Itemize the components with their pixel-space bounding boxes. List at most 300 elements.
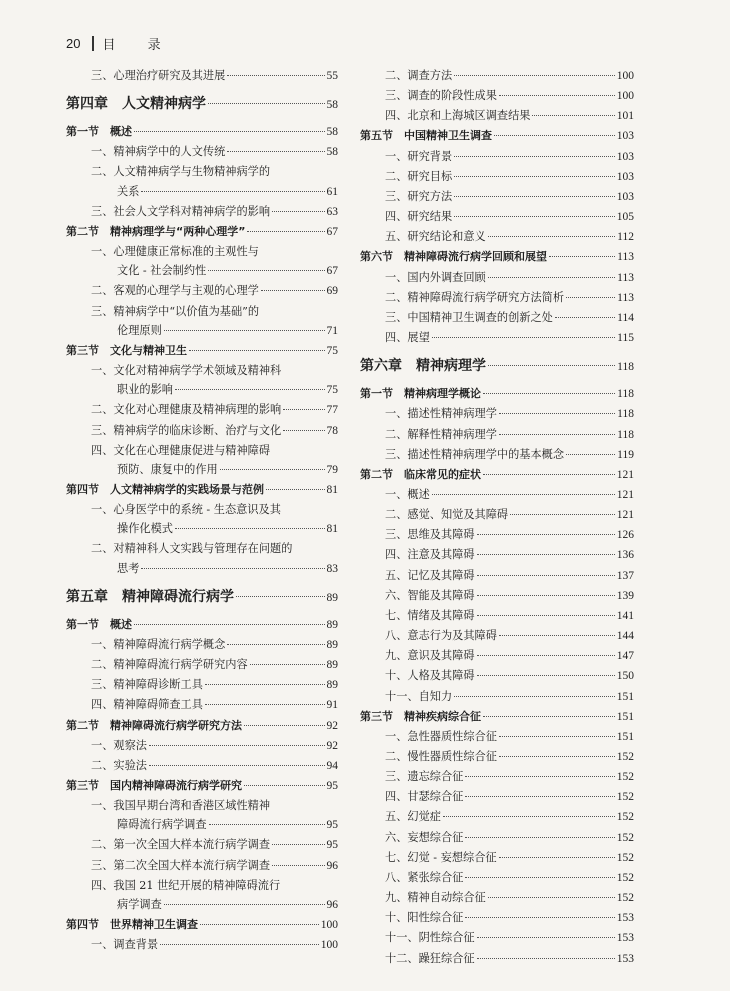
toc-page-number: 121 bbox=[616, 488, 634, 501]
toc-page-number: 81 bbox=[326, 483, 338, 496]
subsection-entry[interactable] bbox=[360, 646, 634, 666]
subsection-entry-continuation[interactable] bbox=[66, 460, 338, 480]
dot-leader bbox=[208, 103, 325, 104]
section-entry[interactable] bbox=[66, 480, 338, 500]
toc-entry-title: 第四章 人文精神病学 bbox=[66, 96, 206, 113]
toc-page-number: 103 bbox=[616, 130, 634, 143]
section-entry[interactable] bbox=[66, 776, 338, 796]
dot-leader bbox=[149, 745, 325, 746]
toc-entry-title: 四、北京和上海城区调查结果 bbox=[385, 109, 531, 123]
toc-page-number: 105 bbox=[616, 211, 634, 224]
toc-page-number: 118 bbox=[617, 428, 634, 441]
dot-leader bbox=[175, 528, 325, 529]
subsection-entry[interactable] bbox=[360, 288, 634, 308]
toc-page-number: 100 bbox=[616, 90, 634, 103]
subsection-entry[interactable] bbox=[360, 747, 634, 767]
subsection-entry[interactable] bbox=[360, 828, 634, 848]
toc-right-column bbox=[360, 66, 634, 969]
dot-leader bbox=[555, 317, 615, 318]
toc-page-number: 153 bbox=[616, 912, 634, 925]
subsection-entry[interactable] bbox=[360, 106, 634, 126]
toc-entry-title: 二、解释性精神病理学 bbox=[385, 427, 497, 441]
toc-entry-title: 十二、躁狂综合征 bbox=[385, 951, 475, 965]
toc-entry-title: 一、观察法 bbox=[91, 738, 147, 752]
toc-entry-title: 文化 - 社会制约性 bbox=[117, 264, 207, 278]
toc-page-number: 101 bbox=[616, 110, 634, 123]
toc-page-number: 126 bbox=[616, 529, 634, 542]
section-entry[interactable] bbox=[360, 384, 634, 404]
dot-leader bbox=[134, 131, 325, 132]
toc-entry-title: 三、心理治疗研究及其进展 bbox=[91, 69, 226, 82]
toc-entry-title: 三、社会人文学科对精神病学的影响 bbox=[91, 204, 271, 218]
dot-leader bbox=[499, 95, 615, 96]
subsection-entry[interactable] bbox=[360, 425, 634, 445]
subsection-entry[interactable] bbox=[360, 66, 634, 86]
dot-leader bbox=[205, 704, 325, 705]
subsection-entry[interactable] bbox=[360, 566, 634, 586]
toc-entry-title: 十、阳性综合征 bbox=[385, 911, 464, 925]
dot-leader bbox=[272, 844, 324, 845]
toc-entry-title: 六、智能及其障碍 bbox=[385, 588, 475, 602]
toc-page-number: 91 bbox=[326, 699, 338, 712]
subsection-entry[interactable] bbox=[66, 162, 338, 181]
subsection-entry[interactable] bbox=[360, 908, 634, 928]
dot-leader bbox=[499, 635, 615, 636]
dot-leader bbox=[454, 196, 615, 197]
toc-page-number: 63 bbox=[326, 205, 338, 218]
dot-leader bbox=[141, 568, 324, 569]
toc-page-number: 151 bbox=[616, 710, 634, 723]
toc-entry-title: 三、中国精神卫生调查的创新之处 bbox=[385, 310, 553, 324]
toc-page-number: 141 bbox=[616, 609, 634, 622]
toc-left-column bbox=[66, 66, 338, 955]
chapter-entry[interactable] bbox=[360, 356, 634, 378]
toc-entry-title: 一、调查背景 bbox=[91, 938, 159, 952]
subsection-entry[interactable] bbox=[66, 856, 338, 876]
toc-page-number: 58 bbox=[326, 99, 338, 112]
toc-page-number: 58 bbox=[326, 126, 338, 139]
toc-entry-title: 操作化模式 bbox=[117, 522, 173, 536]
running-title: 目 录 bbox=[102, 37, 175, 53]
toc-entry-title: 三、精神病学中“以价值为基础”的 bbox=[91, 304, 260, 318]
subsection-entry[interactable] bbox=[66, 500, 338, 519]
dot-leader bbox=[149, 765, 325, 766]
subsection-entry-continuation[interactable] bbox=[66, 182, 338, 202]
dot-leader bbox=[465, 837, 614, 838]
toc-entry-title: 第六章 精神病理学 bbox=[360, 358, 486, 375]
subsection-entry[interactable] bbox=[66, 635, 338, 655]
subsection-entry[interactable] bbox=[360, 227, 634, 247]
toc-entry-title: 一、概述 bbox=[385, 487, 430, 501]
dot-leader bbox=[432, 337, 615, 338]
subsection-entry[interactable] bbox=[66, 835, 338, 855]
subsection-entry[interactable] bbox=[360, 928, 634, 948]
subsection-entry[interactable] bbox=[66, 361, 338, 380]
subsection-entry-continuation[interactable] bbox=[66, 519, 338, 539]
toc-entry-title: 第五章 精神障碍流行病学 bbox=[66, 588, 234, 605]
toc-entry-title: 二、文化对心理健康及精神病理的影响 bbox=[91, 403, 282, 417]
toc-page-number: 114 bbox=[617, 311, 634, 324]
toc-page-number: 119 bbox=[617, 448, 634, 461]
toc-page-number: 94 bbox=[326, 759, 338, 772]
section-entry[interactable] bbox=[66, 915, 338, 935]
toc-entry-title: 八、意志行为及其障碍 bbox=[385, 629, 497, 643]
toc-entry-title: 第二节 临床常见的症状 bbox=[360, 467, 481, 481]
toc-entry-title: 一、心理健康正常标准的主观性与 bbox=[91, 245, 259, 259]
toc-page-number: 152 bbox=[616, 892, 634, 905]
chapter-entry[interactable] bbox=[66, 587, 338, 609]
dot-leader bbox=[566, 297, 615, 298]
subsection-entry[interactable] bbox=[360, 888, 634, 908]
dot-leader bbox=[477, 675, 615, 676]
subsection-entry[interactable] bbox=[66, 66, 338, 86]
toc-page-number: 55 bbox=[326, 70, 338, 82]
dot-leader bbox=[283, 430, 324, 431]
toc-entry-title: 三、精神病学的临床诊断、治疗与文化 bbox=[91, 423, 282, 437]
dot-leader bbox=[244, 725, 325, 726]
subsection-entry[interactable] bbox=[360, 687, 634, 707]
subsection-entry[interactable] bbox=[360, 807, 634, 827]
toc-entry-title: 第四节 人文精神病学的实践场景与范例 bbox=[66, 482, 264, 496]
section-entry[interactable] bbox=[66, 341, 338, 361]
dot-leader bbox=[510, 514, 615, 515]
subsection-entry[interactable] bbox=[66, 242, 338, 261]
toc-entry-title: 第三节 文化与精神卫生 bbox=[66, 343, 187, 357]
section-entry[interactable] bbox=[66, 716, 338, 736]
toc-page-number: 96 bbox=[326, 859, 338, 872]
subsection-entry[interactable] bbox=[360, 868, 634, 888]
dot-leader bbox=[266, 489, 325, 490]
subsection-entry[interactable] bbox=[66, 876, 338, 895]
toc-entry-title: 障碍流行病学调查 bbox=[117, 818, 207, 832]
toc-entry-title: 三、调查的阶段性成果 bbox=[385, 89, 497, 103]
toc-page-number: 96 bbox=[326, 898, 338, 911]
toc-page-number: 103 bbox=[616, 150, 634, 163]
toc-entry-title: 第二节 精神病理学与“两种心理学” bbox=[66, 224, 246, 238]
toc-page-number: 83 bbox=[326, 562, 338, 575]
dot-leader bbox=[164, 330, 325, 331]
toc-entry-title: 九、意识及其障碍 bbox=[385, 649, 475, 663]
subsection-entry[interactable] bbox=[360, 328, 634, 348]
toc-page-number: 79 bbox=[326, 463, 338, 476]
toc-page-number: 67 bbox=[326, 265, 338, 278]
dot-leader bbox=[160, 944, 319, 945]
subsection-entry-continuation[interactable] bbox=[66, 559, 338, 579]
dot-leader bbox=[465, 796, 614, 797]
toc-entry-title: 四、文化在心理健康促进与精神障碍 bbox=[91, 443, 271, 457]
dot-leader bbox=[549, 256, 615, 257]
toc-page-number: 152 bbox=[616, 831, 634, 844]
dot-leader bbox=[227, 644, 324, 645]
toc-page-number: 147 bbox=[616, 650, 634, 663]
dot-leader bbox=[465, 877, 614, 878]
toc-entry-title: 一、精神病学中的人文传统 bbox=[91, 145, 226, 159]
subsection-entry[interactable] bbox=[360, 626, 634, 646]
dot-leader bbox=[499, 857, 615, 858]
toc-entry-title: 四、甘瑟综合征 bbox=[385, 790, 464, 804]
section-entry[interactable] bbox=[66, 615, 338, 635]
toc-entry-title: 二、研究目标 bbox=[385, 169, 453, 183]
toc-entry-title: 预防、康复中的作用 bbox=[117, 462, 218, 476]
toc-entry-title: 四、精神障碍筛查工具 bbox=[91, 698, 203, 712]
toc-page-number: 100 bbox=[320, 919, 338, 932]
subsection-entry[interactable] bbox=[66, 655, 338, 675]
toc-entry-title: 第四节 世界精神卫生调查 bbox=[66, 918, 198, 932]
toc-page-number: 69 bbox=[326, 285, 338, 298]
toc-entry-title: 七、幻觉 - 妄想综合征 bbox=[385, 850, 497, 864]
subsection-entry[interactable] bbox=[360, 949, 634, 969]
toc-page-number: 113 bbox=[617, 251, 634, 264]
dot-leader bbox=[477, 958, 615, 959]
subsection-entry[interactable] bbox=[360, 86, 634, 106]
subsection-entry[interactable] bbox=[66, 202, 338, 222]
dot-leader bbox=[477, 595, 615, 596]
subsection-entry[interactable] bbox=[360, 187, 634, 207]
dot-leader bbox=[250, 664, 325, 665]
subsection-entry[interactable] bbox=[360, 727, 634, 747]
subsection-entry[interactable] bbox=[66, 736, 338, 756]
subsection-entry[interactable] bbox=[360, 545, 634, 565]
dot-leader bbox=[134, 624, 325, 625]
dot-leader bbox=[272, 865, 324, 866]
toc-page-number: 95 bbox=[326, 780, 338, 792]
toc-entry-title: 一、我国早期台湾和香港区域性精神 bbox=[91, 799, 271, 813]
toc-page-number: 103 bbox=[616, 190, 634, 203]
dot-leader bbox=[488, 277, 615, 278]
subsection-entry[interactable] bbox=[66, 695, 338, 715]
toc-page-number: 112 bbox=[617, 231, 634, 244]
toc-page-number: 152 bbox=[616, 771, 634, 784]
toc-entry-title: 思考 bbox=[117, 561, 140, 575]
dot-leader bbox=[432, 494, 615, 495]
dot-leader bbox=[499, 736, 615, 737]
subsection-entry[interactable] bbox=[66, 142, 338, 162]
subsection-entry[interactable] bbox=[66, 756, 338, 776]
subsection-entry[interactable] bbox=[66, 675, 338, 695]
subsection-entry-continuation[interactable] bbox=[66, 895, 338, 915]
toc-page-number: 150 bbox=[616, 670, 634, 683]
toc-entry-title: 四、注意及其障碍 bbox=[385, 548, 475, 562]
toc-entry-title: 三、描述性精神病理学中的基本概念 bbox=[385, 447, 565, 461]
toc-entry-title: 六、妄想综合征 bbox=[385, 830, 464, 844]
dot-leader bbox=[236, 596, 325, 597]
toc-entry-title: 七、情绪及其障碍 bbox=[385, 608, 475, 622]
toc-entry-title: 四、我国 21 世纪开展的精神障碍流行 bbox=[91, 878, 281, 892]
dot-leader bbox=[272, 211, 324, 212]
dot-leader bbox=[209, 824, 325, 825]
dot-leader bbox=[208, 270, 324, 271]
toc-page-number: 113 bbox=[617, 271, 634, 284]
toc-page-number: 81 bbox=[326, 523, 338, 536]
toc-entry-title: 二、慢性器质性综合征 bbox=[385, 750, 497, 763]
toc-page-number: 95 bbox=[326, 839, 338, 852]
toc-entry-title: 一、急性器质性综合征 bbox=[385, 729, 497, 743]
section-entry[interactable] bbox=[360, 465, 634, 485]
subsection-entry[interactable] bbox=[360, 666, 634, 686]
toc-entry-title: 二、人文精神病学与生物精神病学的 bbox=[91, 165, 271, 179]
subsection-entry[interactable] bbox=[66, 421, 338, 441]
toc-page-number: 58 bbox=[326, 146, 338, 159]
toc-page-number: 136 bbox=[616, 549, 634, 562]
toc-entry-title: 第一节 概述 bbox=[66, 125, 132, 139]
subsection-entry[interactable] bbox=[360, 445, 634, 465]
dot-leader bbox=[483, 716, 615, 717]
toc-entry-title: 二、精神障碍流行病学研究方法简析 bbox=[385, 290, 565, 304]
toc-page-number: 118 bbox=[617, 361, 634, 374]
toc-entry-title: 第六节 精神障碍流行病学回顾和展望 bbox=[360, 250, 547, 264]
dot-leader bbox=[454, 176, 615, 177]
toc-page-number: 75 bbox=[326, 344, 338, 357]
toc-entry-title: 二、第一次全国大样本流行病学调查 bbox=[91, 838, 271, 852]
toc-page-number: 71 bbox=[326, 324, 338, 337]
toc-entry-title: 二、客观的心理学与主观的心理学 bbox=[91, 284, 259, 298]
toc-entry-title: 第三节 国内精神障碍流行病学研究 bbox=[66, 779, 242, 792]
dot-leader bbox=[477, 655, 615, 656]
section-entry[interactable] bbox=[360, 707, 634, 727]
section-entry[interactable] bbox=[66, 122, 338, 142]
dot-leader bbox=[488, 236, 615, 237]
subsection-entry[interactable] bbox=[66, 539, 338, 558]
subsection-entry-continuation[interactable] bbox=[66, 261, 338, 281]
subsection-entry[interactable] bbox=[66, 935, 338, 955]
toc-entry-title: 十一、阴性综合征 bbox=[385, 931, 475, 945]
toc-entry-title: 第一节 概述 bbox=[66, 617, 132, 631]
dot-leader bbox=[477, 615, 615, 616]
subsection-entry[interactable] bbox=[66, 796, 338, 815]
dot-leader bbox=[175, 389, 325, 390]
dot-leader bbox=[205, 684, 325, 685]
toc-entry-title: 十一、自知力 bbox=[385, 689, 453, 703]
chapter-entry[interactable] bbox=[66, 94, 338, 116]
dot-leader bbox=[483, 393, 615, 394]
toc-entry-title: 二、调查方法 bbox=[385, 69, 453, 82]
toc-page-number: 89 bbox=[326, 659, 338, 672]
toc-entry-title: 二、对精神科人文实践与管理存在问题的 bbox=[91, 542, 293, 556]
toc-entry-title: 病学调查 bbox=[117, 897, 162, 911]
dot-leader bbox=[189, 350, 325, 351]
section-entry[interactable] bbox=[360, 247, 634, 267]
subsection-entry[interactable] bbox=[66, 400, 338, 420]
dot-leader bbox=[499, 413, 615, 414]
dot-leader bbox=[483, 474, 615, 475]
toc-page-number: 118 bbox=[617, 408, 634, 421]
toc-page-number: 92 bbox=[326, 739, 338, 752]
subsection-entry-continuation[interactable] bbox=[66, 380, 338, 400]
dot-leader bbox=[454, 156, 615, 157]
subsection-entry[interactable] bbox=[360, 308, 634, 328]
toc-entry-title: 四、研究结果 bbox=[385, 210, 453, 224]
dot-leader bbox=[566, 454, 615, 455]
toc-entry-title: 一、精神障碍流行病学概念 bbox=[91, 637, 226, 651]
dot-leader bbox=[499, 434, 615, 435]
subsection-entry[interactable] bbox=[360, 404, 634, 424]
toc-entry-title: 三、精神障碍诊断工具 bbox=[91, 678, 203, 692]
subsection-entry[interactable] bbox=[360, 268, 634, 288]
subsection-entry[interactable] bbox=[360, 207, 634, 227]
toc-entry-title: 五、记忆及其障碍 bbox=[385, 568, 475, 582]
dot-leader bbox=[141, 191, 324, 192]
toc-entry-title: 关系 bbox=[117, 184, 140, 198]
toc-entry-title: 第三节 精神疾病综合征 bbox=[360, 709, 481, 723]
toc-page-number: 67 bbox=[326, 225, 338, 238]
subsection-entry[interactable] bbox=[360, 505, 634, 525]
toc-page-number: 153 bbox=[616, 932, 634, 945]
toc-page-number: 61 bbox=[326, 185, 338, 198]
dot-leader bbox=[443, 816, 615, 817]
toc-page-number: 100 bbox=[616, 70, 634, 82]
toc-page-number: 139 bbox=[616, 589, 634, 602]
page-number: 20 bbox=[66, 35, 81, 51]
subsection-entry[interactable] bbox=[360, 167, 634, 187]
toc-entry-title: 职业的影响 bbox=[117, 383, 173, 397]
toc-entry-title: 一、心身医学中的系统 - 生态意识及其 bbox=[91, 503, 281, 517]
subsection-entry[interactable] bbox=[360, 485, 634, 505]
toc-page-number: 152 bbox=[616, 851, 634, 864]
subsection-entry-continuation[interactable] bbox=[66, 321, 338, 341]
subsection-entry[interactable] bbox=[360, 525, 634, 545]
toc-page-number: 89 bbox=[326, 679, 338, 692]
toc-entry-title: 五、研究结论和意义 bbox=[385, 230, 486, 244]
dot-leader bbox=[499, 756, 615, 757]
toc-page-number: 137 bbox=[616, 569, 634, 582]
subsection-entry[interactable] bbox=[66, 302, 338, 321]
dot-leader bbox=[477, 534, 615, 535]
dot-leader bbox=[454, 75, 615, 76]
subsection-entry[interactable] bbox=[360, 787, 634, 807]
toc-entry-title: 二、实验法 bbox=[91, 758, 147, 772]
toc-page-number: 78 bbox=[326, 424, 338, 437]
toc-page-number: 152 bbox=[616, 811, 634, 824]
subsection-entry[interactable] bbox=[66, 281, 338, 301]
toc-entry-title: 一、研究背景 bbox=[385, 149, 453, 163]
dot-leader bbox=[227, 151, 324, 152]
subsection-entry[interactable] bbox=[360, 147, 634, 167]
toc-entry-title: 第二节 精神障碍流行病学研究方法 bbox=[66, 718, 242, 732]
toc-entry-title: 一、文化对精神病学学术领域及精神科 bbox=[91, 364, 282, 378]
section-entry[interactable] bbox=[66, 222, 338, 242]
toc-entry-title: 一、国内外调查回顾 bbox=[385, 270, 486, 284]
toc-page-number: 151 bbox=[616, 730, 634, 743]
subsection-entry[interactable] bbox=[66, 441, 338, 460]
dot-leader bbox=[477, 575, 615, 576]
toc-entry-title: 十、人格及其障碍 bbox=[385, 669, 475, 683]
dot-leader bbox=[532, 115, 614, 116]
subsection-entry[interactable] bbox=[360, 848, 634, 868]
dot-leader bbox=[477, 554, 615, 555]
toc-entry-title: 三、研究方法 bbox=[385, 189, 453, 203]
dot-leader bbox=[244, 785, 325, 786]
dot-leader bbox=[283, 409, 324, 410]
toc-entry-title: 一、描述性精神病理学 bbox=[385, 407, 497, 421]
toc-page-number: 92 bbox=[326, 719, 338, 732]
toc-entry-title: 四、展望 bbox=[385, 331, 430, 345]
dot-leader bbox=[247, 231, 324, 232]
toc-page-number: 77 bbox=[326, 404, 338, 417]
dot-leader bbox=[465, 917, 614, 918]
toc-page-number: 151 bbox=[616, 690, 634, 703]
toc-entry-title: 二、感觉、知觉及其障碍 bbox=[385, 508, 509, 522]
header-divider bbox=[92, 36, 94, 51]
subsection-entry[interactable] bbox=[360, 586, 634, 606]
dot-leader bbox=[465, 776, 614, 777]
subsection-entry[interactable] bbox=[360, 606, 634, 626]
subsection-entry-continuation[interactable] bbox=[66, 815, 338, 835]
toc-page-number: 89 bbox=[326, 591, 338, 604]
toc-page-number: 152 bbox=[616, 751, 634, 763]
subsection-entry[interactable] bbox=[360, 767, 634, 787]
toc-entry-title: 九、精神自动综合征 bbox=[385, 891, 486, 905]
section-entry[interactable] bbox=[360, 126, 634, 146]
